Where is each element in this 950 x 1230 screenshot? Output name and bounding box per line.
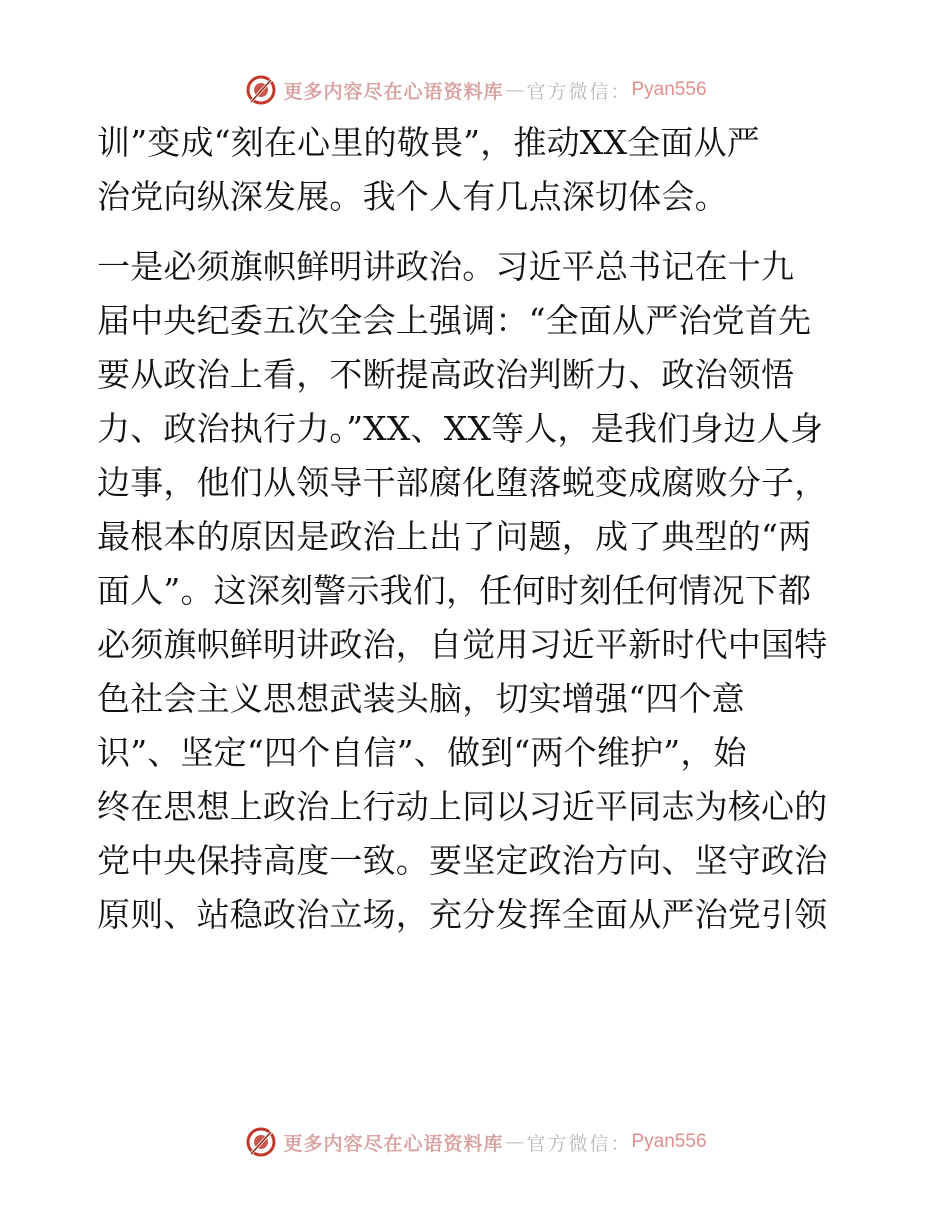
text-line: 党中央保持高度一致。要坚定政治方向、坚守政治 xyxy=(97,841,828,880)
footer-watermark xyxy=(0,1122,950,1162)
text-line: 识”、坚定“四个自信”、做到“两个维护”，始 xyxy=(97,733,747,772)
watermark-dash: — xyxy=(505,79,525,101)
paragraph-2 xyxy=(97,240,857,942)
watermark-dash: — xyxy=(505,1131,525,1153)
text-line: 原则、站稳政治立场，充分发挥全面从严治党引领 xyxy=(97,895,828,934)
text-line: 色社会主义思想武装头脑，切实增强“四个意 xyxy=(97,679,745,718)
text-line: 训”变成“刻在心里的敬畏”，推动XX全面从严 xyxy=(97,123,760,162)
text-line: 边事，他们从领导干部腐化堕落蜕变成腐败分子， xyxy=(97,463,828,502)
header-watermark xyxy=(0,70,950,110)
watermark-main-text: 更多内容尽在心语资料库 xyxy=(283,80,504,103)
watermark-wechat-id: Pyan556 xyxy=(631,1131,707,1152)
text-line: 一是必须旗帜鲜明讲政治。习近平总书记在十九 xyxy=(97,247,795,286)
watermark-wechat-id: Pyan556 xyxy=(631,79,707,100)
text-line: 力、政治执行力。”XX、XX等人，是我们身边人身 xyxy=(97,409,824,448)
quill-seal-icon xyxy=(243,1124,279,1160)
text-line: 必须旗帜鲜明讲政治，自觉用习近平新时代中国特 xyxy=(97,625,828,664)
watermark-main-text: 更多内容尽在心语资料库 xyxy=(283,1132,504,1155)
text-line: 要从政治上看，不断提高政治判断力、政治领悟 xyxy=(97,355,795,394)
watermark-sub-text: 官方微信： xyxy=(526,1132,632,1155)
watermark-sub-text: 官方微信： xyxy=(526,80,632,103)
text-line: 最根本的原因是政治上出了问题，成了典型的“两 xyxy=(97,517,812,556)
document-body xyxy=(97,116,857,942)
text-line: 面人”。这深刻警示我们，任何时刻任何情况下都 xyxy=(97,571,812,610)
text-line: 治党向纵深发展。我个人有几点深切体会。 xyxy=(97,177,728,216)
paragraph-1 xyxy=(97,116,857,224)
quill-seal-icon xyxy=(243,72,279,108)
text-line: 届中央纪委五次全会上强调：“全面从严治党首先 xyxy=(97,301,812,340)
text-line: 终在思想上政治上行动上同以习近平同志为核心的 xyxy=(97,787,828,826)
